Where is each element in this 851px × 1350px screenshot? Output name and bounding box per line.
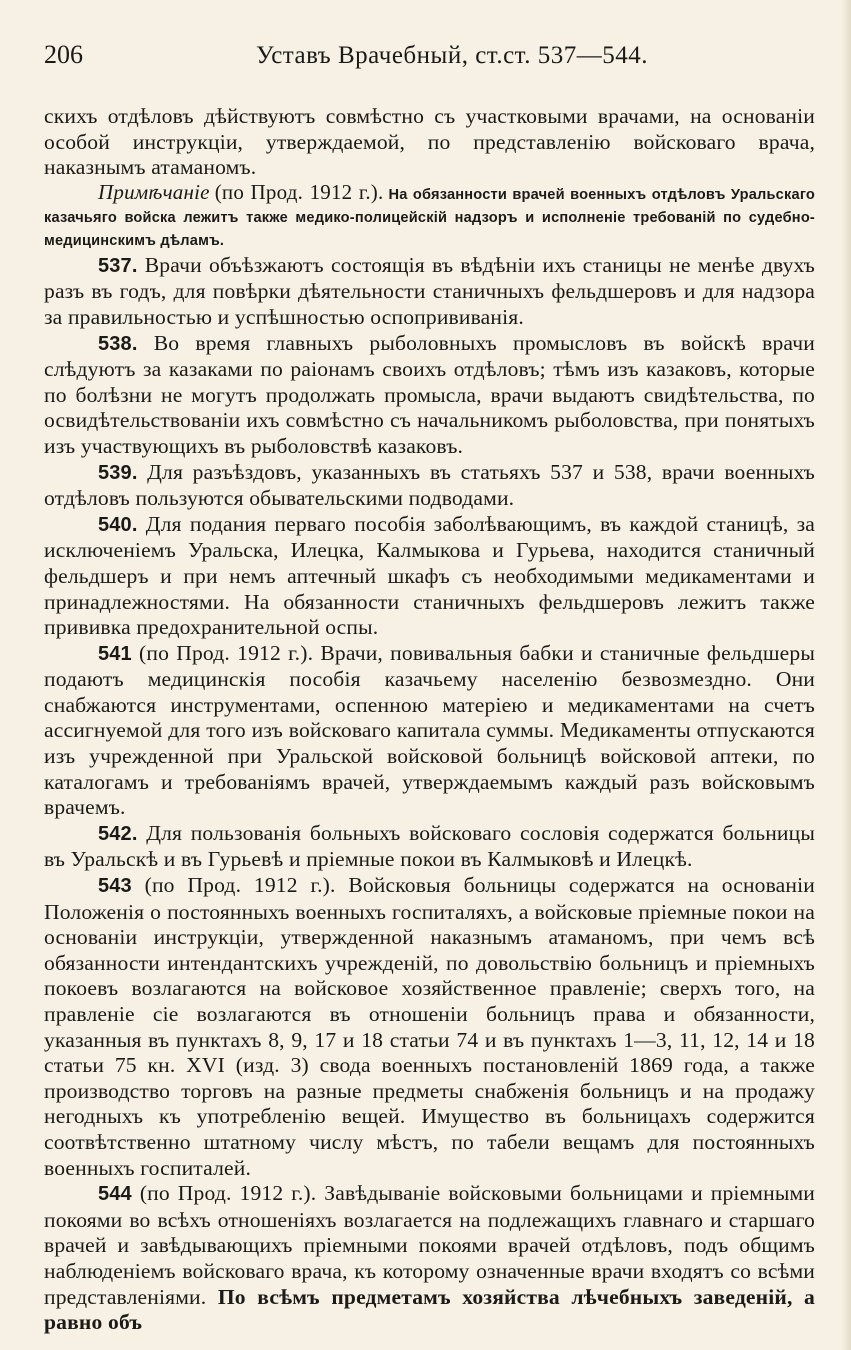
note-label: Примѣчаніе	[98, 179, 210, 204]
article-text: Врачи, повивальныя бабки и станичные фельдшеры подаютъ медицинскія пособія казачьему населенію безвозмездно. Они снабжаются инструментами, оспенною матеріею и медикаментами на счетъ ассигнуемой для того изъ войсковаго капитала суммы. Медикаменты отпускаются изъ учрежденной при Уральской войсковой больницѣ войсковой аптеки, по каталогамъ и требованіямъ врачей, утверждаемымъ каждый разъ войсковымъ врачемъ.	[44, 640, 815, 820]
article-source: (по Прод. 1912 г.).	[144, 873, 336, 898]
continuation-paragraph: скихъ отдѣловъ дѣйствуютъ совмѣстно съ участковыми врачами, на основаніи особой инструкціи, утверждаемой, по представленію войсковаго врача, наказнымъ атаманомъ.	[44, 104, 815, 180]
page-text	[44, 104, 815, 1336]
article-source: (по Прод. 1912 г.).	[139, 640, 314, 665]
article-number: 540.	[98, 513, 138, 536]
note-paragraph	[44, 181, 815, 253]
article-number: 542.	[98, 822, 138, 845]
article-539	[44, 460, 815, 512]
article-number: 543	[98, 875, 132, 898]
running-title: Уставъ Врачебный, ст.ст. 537—544.	[256, 42, 648, 69]
page-edge-shadow	[841, 0, 851, 1350]
article-text: Для подания перваго пособія заболѣвающимъ, въ каждой станицѣ, за исключеніемъ Уральска, Илецка, Калмыкова и Гурьева, находится станичный фельдшеръ и при немъ аптечный шкафъ съ необходимыми медикаментами и принадлежностями. На обязанности станичныхъ фельдшеровъ лежитъ также прививка предохранительной оспы.	[44, 511, 815, 640]
article-text: Войсковыя больницы содержатся на основаніи Положенія о постоянныхъ военныхъ госпиталяхъ, а войсковые пріемные покои на основаніи инструкціи, утвержденной наказнымъ атаманомъ, при чемъ всѣ обязанности интендантскихъ учрежденій, по довольствію больницъ и пріемныхъ покоевъ возлагаются на войсковое хозяйственное правленіе; сверхъ того, на правленіе сіе возлагаются въ отношеніи больницъ права и обязанности, указанныя въ пунктахъ 8, 9, 17 и 18 статьи 74 и въ пунктахъ 1—3, 11, 12, 14 и 18 статьи 75 кн. XVI (изд. 3) свода военныхъ постановленій 1869 года, а также производство торговъ на разные предметы снабженія больницъ и на продажу негодныхъ къ употребленію вещей. Имущество въ больницахъ содержится соотвѣтственно штатному числу мѣстъ, по табели вещамъ для постоянныхъ военныхъ госпиталей.	[44, 873, 815, 1180]
article-538	[44, 331, 815, 460]
article-541	[44, 641, 815, 821]
article-text: Для разъѣздовъ, указанныхъ въ статьяхъ 537 и 538, врачи военныхъ отдѣловъ пользуются обывательскими подводами.	[44, 459, 815, 511]
article-number: 541	[98, 642, 132, 665]
article-number: 544	[98, 1183, 132, 1206]
article-543	[44, 873, 815, 1181]
note-source: (по Прод. 1912 г.).	[214, 179, 384, 204]
page-number: 206	[44, 40, 83, 69]
article-text: Завѣдываніе войсковыми больницами и пріемными покоями во всѣхъ отношеніяхъ возлагается на подлежащихъ главнаго и старшаго врачей и завѣдывающихъ пріемными покоями врачей отдѣловъ, подъ общимъ наблюденіемъ войсковаго врача, къ которому означенные врачи входятъ со всѣми представленіями.	[44, 1181, 815, 1309]
article-544	[44, 1181, 815, 1336]
article-540	[44, 512, 815, 641]
article-number: 538.	[98, 332, 138, 355]
article-text: Для пользованія больныхъ войсковаго сословія содержатся больницы въ Уральскѣ и въ Гурьевѣ и пріемные покои въ Калмыковѣ и Илецкѣ.	[44, 820, 815, 872]
article-number: 539.	[98, 461, 138, 484]
article-number: 537.	[98, 254, 138, 277]
article-source: (по Прод. 1912 г.).	[139, 1181, 317, 1206]
page-header	[44, 40, 815, 80]
article-text: Во время главныхъ рыболовныхъ промысловъ въ войскѣ врачи слѣдуютъ за казаками по раіонамъ своихъ отдѣловъ; тѣмъ изъ казаковъ, которые по болѣзни не могутъ продолжать промысла, врачи выдаютъ свидѣтельства, по освидѣтельствованіи ихъ совмѣстно съ начальникомъ рыболовства, при понятыхъ изъ участвующихъ въ рыболовствѣ казаковъ.	[44, 330, 815, 458]
note-text: На обязанности врачей военныхъ отдѣловъ Уральскаго казачьяго войска лежитъ также медико-полицейскій надзоръ и исполненіе требованій по судебно-медицинскимъ дѣламъ.	[44, 186, 816, 249]
article-text-bold: По всѣмъ предметамъ хозяйства лѣчебныхъ заведеній, а равно объ	[44, 1284, 815, 1335]
article-537	[44, 253, 815, 331]
article-542	[44, 821, 815, 873]
article-text: Врачи объѣзжаютъ состоящія въ вѣдѣніи ихъ станицы не менѣе двухъ разъ въ годъ, для повѣрки дѣятельности станичныхъ фельдшеровъ и для надзора за правильностью и успѣшностью оспопрививанія.	[44, 252, 815, 329]
